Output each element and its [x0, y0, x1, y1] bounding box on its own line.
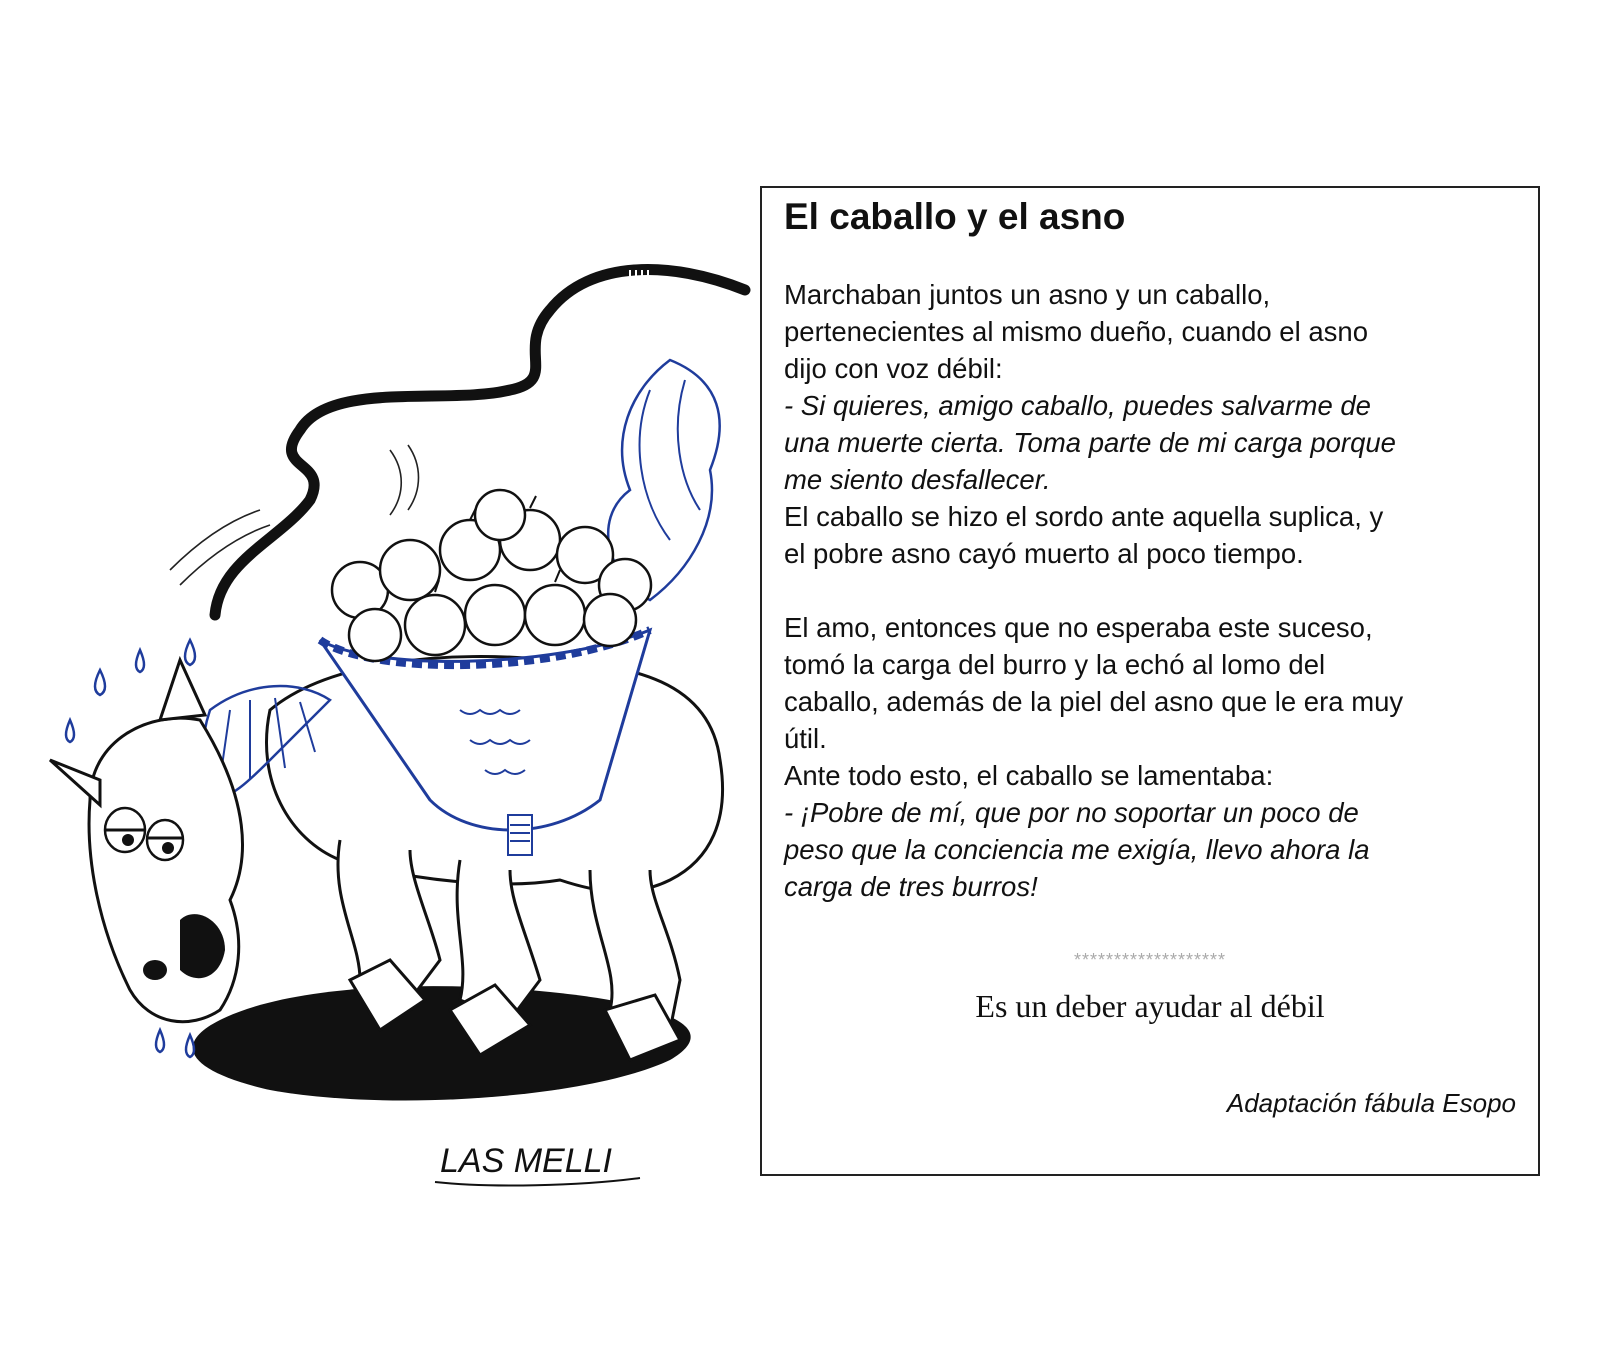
apples [332, 490, 651, 661]
separator-stars: ******************* [1073, 950, 1227, 970]
fable-source: Adaptación fábula Esopo [1226, 1088, 1516, 1118]
fable-line: una muerte cierta. Toma parte de mi carga porque [784, 427, 1396, 458]
fable-moral: Es un deber ayudar al débil [975, 988, 1325, 1024]
fable-line: tomó la carga del burro y la echó al lomo del [784, 649, 1326, 680]
fable-line: caballo, además de la piel del asno que le era muy [784, 686, 1404, 717]
fable-line: el pobre asno cayó muerto al poco tiempo. [784, 538, 1304, 569]
fable-body [784, 276, 1514, 905]
fable-title: El caballo y el asno [784, 196, 1126, 237]
fable-line: peso que la conciencia me exigía, llevo ahora la [784, 834, 1370, 865]
fable-line: El amo, entonces que no esperaba este suceso, [784, 612, 1373, 643]
fable-line: útil. [784, 723, 827, 754]
artist-signature [430, 1130, 650, 1190]
fable-line: - ¡Pobre de mí, que por no soportar un poco de [784, 797, 1359, 828]
fable-paragraph-2 [784, 609, 1514, 905]
fable-paragraph-1 [784, 276, 1514, 572]
fable-box [760, 186, 1540, 1176]
fable-line: Marchaban juntos un asno y un caballo, [784, 279, 1271, 310]
fable-line: pertenecientes al mismo dueño, cuando el asno [784, 316, 1368, 347]
fable-line: carga de tres burros! [784, 871, 1038, 902]
horse-head [89, 718, 242, 1022]
fable-line: dijo con voz débil: [784, 353, 1003, 384]
fable-line: - Si quieres, amigo caballo, puedes salvarme de [784, 390, 1371, 421]
fable-line: me siento desfallecer. [784, 464, 1051, 495]
fable-line: El caballo se hizo el sordo ante aquella suplica, y [784, 501, 1384, 532]
signature-text: LAS MELLI [440, 1142, 612, 1180]
fable-line: Ante todo esto, el caballo se lamentaba: [784, 760, 1274, 791]
horse-illustration [30, 240, 790, 1240]
